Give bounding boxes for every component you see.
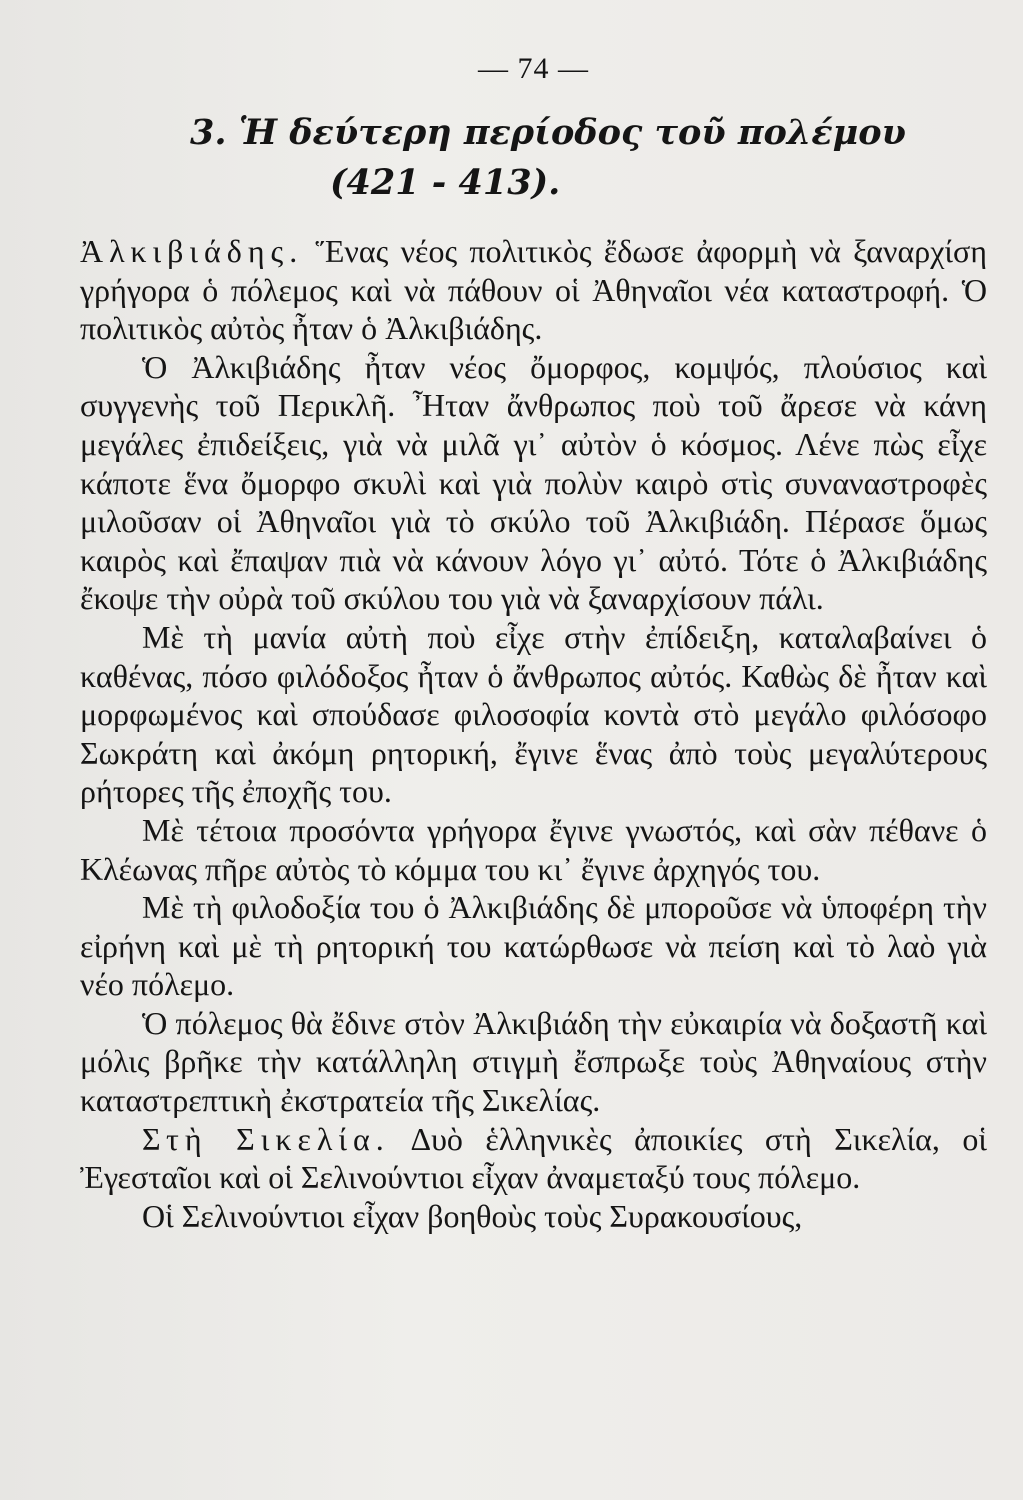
paragraph bbox=[80, 348, 987, 618]
paragraph-text: Μὲ τὴ φιλοδοξία του ὁ Ἀλκιβιάδης δὲ μποροῦσε νὰ ὑποφέρη τὴν εἰρήνη καὶ μὲ τὴ ρητορική του κατώρθωσε νὰ πείση καὶ τὸ λαὸ γιὰ νέο πόλεμο. bbox=[80, 889, 987, 1003]
paragraph-text: Μὲ τὴ μανία αὐτὴ ποὺ εἶχε στὴν ἐπίδειξη, καταλαβαίνει ὁ καθένας, πόσο φιλόδοξος ἦταν ὁ ἄνθρωπος αὐτός. Καθὼς δὲ ἦταν καὶ μορφωμένος καὶ σπούδασε φιλοσοφία κοντὰ στὸ μεγάλο φιλόσοφο Σωκράτη καὶ ἀκόμη ρητορική, ἔγινε ἕνας ἀπὸ τοὺς μεγαλύτερους ρήτορες τῆς ἐποχῆς του. bbox=[80, 618, 987, 810]
paragraph bbox=[80, 888, 987, 1004]
paragraph bbox=[80, 1197, 987, 1236]
section-heading bbox=[80, 108, 987, 208]
paragraph-lead: Στὴ Σικελία. bbox=[142, 1120, 390, 1157]
paragraph-text: Ὁ Ἀλκιβιάδης ἦταν νέος ὄμορφος, κομψός, πλούσιος καὶ συγγενὴς τοῦ Περικλῆ. Ἦταν ἄνθρωπος ποὺ τοῦ ἄρεσε νὰ κάνη μεγάλες ἐπιδείξεις, γιὰ νὰ μιλᾶ γι᾽ αὐτὸν ὁ κόσμος. Λένε πὼς εἶχε κάποτε ἕνα ὄμορφο σκυλὶ καὶ γιὰ πολὺν καιρὸ στὶς συναναστροφὲς μιλοῦσαν οἱ Ἀθηναῖοι γιὰ τὸ σκύλο τοῦ Ἀλκιβιάδη. Πέρασε ὅμως καιρὸς καὶ ἔπαψαν πιὰ νὰ κάνουν λόγο γι᾽ αὐτό. Τότε ὁ Ἀλκιβιάδης ἔκοψε τὴν οὐρὰ τοῦ σκύλου του γιὰ νὰ ξαναρχίσουν πάλι. bbox=[80, 348, 987, 617]
paragraph-text: Ὁ πόλεμος θὰ ἔδινε στὸν Ἀλκιβιάδη τὴν εὐκαιρία νὰ δοξαστῆ καὶ μόλις βρῆκε τὴν κατάλληλη στιγμὴ ἔσπρωξε τοὺς Ἀθηναίους στὴν καταστρεπτικὴ ἐκστρατεία τῆς Σικελίας. bbox=[80, 1004, 987, 1119]
paragraph-text: Μὲ τέτοια προσόντα γρήγορα ἔγινε γνωστός, καὶ σὰν πέθανε ὁ Κλέωνας πῆρε αὐτὸς τὸ κόμμα του κι᾽ ἔγινε ἀρχηγός του. bbox=[80, 811, 987, 887]
paragraph bbox=[80, 811, 987, 888]
paragraph bbox=[80, 232, 987, 348]
paragraph-text: Δυὸ ἑλληνικὲς ἀποικίες στὴ Σικελία, οἱ Ἐγεσταῖοι καὶ οἱ Σελινούντιοι εἶχαν ἀναμεταξύ τους πόλεμο. bbox=[80, 1120, 988, 1196]
section-heading-dates: (421 - 413). bbox=[330, 162, 561, 203]
paragraph bbox=[80, 1004, 987, 1120]
paragraph-text: Οἱ Σελινούντιοι εἶχαν βοηθοὺς τοὺς Συρακουσίους, bbox=[142, 1197, 803, 1234]
paragraph-text: Ἕνας νέος πολιτικὸς ἔδωσε ἀφορμὴ νὰ ξαναρχίση γρήγορα ὁ πόλεμος καὶ νὰ πάθουν οἱ Ἀθηναῖοι νέα καταστροφή. Ὁ πολιτικὸς αὐτὸς ἦταν ὁ Ἀλκιβιάδης. bbox=[80, 233, 987, 347]
paragraph-lead: Ἀλκιβιάδης. bbox=[80, 233, 304, 269]
body-text bbox=[80, 232, 987, 1235]
paragraph bbox=[80, 1120, 987, 1197]
paragraph bbox=[80, 618, 987, 811]
section-heading-title: 3. Ἡ δεύτερη περίοδος τοῦ πολέμου bbox=[190, 112, 906, 153]
page-number: — 74 — bbox=[478, 52, 589, 85]
